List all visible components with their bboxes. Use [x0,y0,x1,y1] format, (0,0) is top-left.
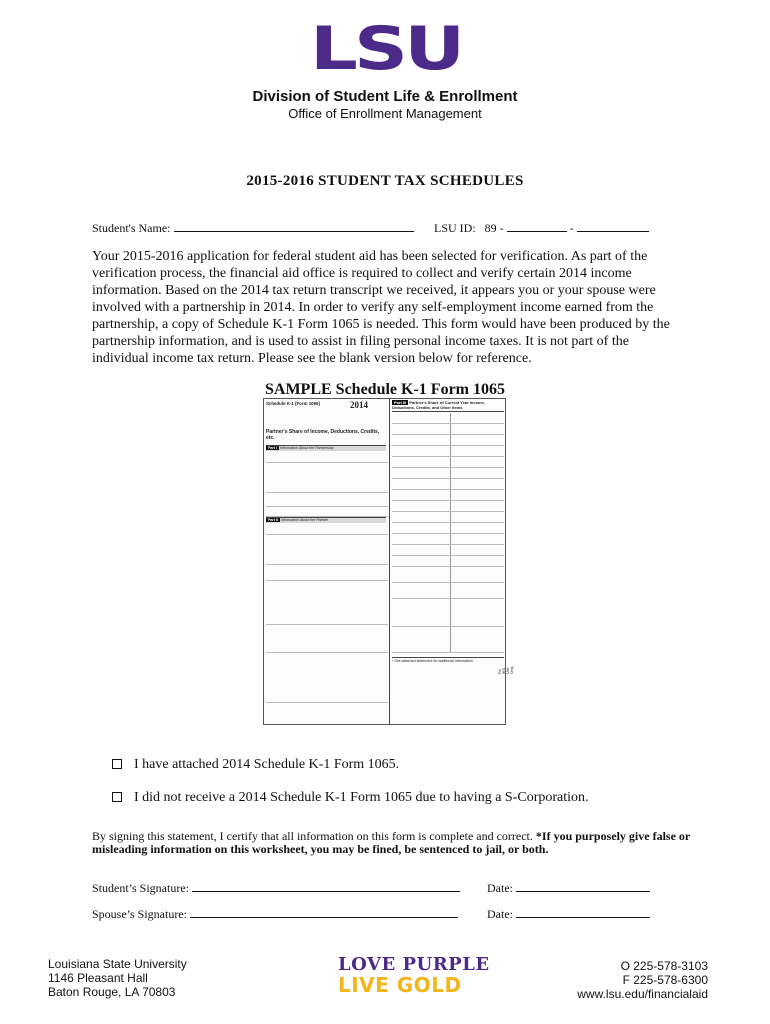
address-line: Louisiana State University [48,957,187,971]
page-title: 2015-2016 STUDENT TAX SCHEDULES [246,173,524,189]
form-row [392,457,504,468]
lsu-logo [310,14,462,84]
intro-paragraph: Your 2015-2016 application for federal student aid has been selected for verification. As part of the verification process, the financial aid office is required to collect and verify certain 2014 income information. Based on the 2014 tax return transcript we received, it appears you or your spouse were involved with a partnership in 2014. In order to verify any self-employment income earned from the partnership, a copy of Schedule K-1 Form 1065 is needed. This form would have been produced by the partnership information, and is used to assist in filing personal income taxes. It is not part of the individual income tax return. Please see the blank version below for reference. [92,249,670,366]
form-head: Schedule K-1 (Form 1065) [266,401,320,406]
footer-contact [577,959,708,1001]
form-row [392,523,504,534]
sample-form-image [263,398,514,725]
form-row [266,581,388,625]
student-date-field[interactable] [487,881,650,896]
form-row [392,479,504,490]
student-date-line[interactable] [516,882,650,892]
student-date-label: Date: [487,881,513,895]
form-row [266,653,388,703]
form-share: Partner's Share of Income, Deductions, Credits, etc. [266,429,380,441]
footer-address [48,957,187,999]
form-row [392,413,504,424]
checkbox-not-received-label: I did not receive a 2014 Schedule K-1 Form 1065 due to having a S-Corporation. [134,790,589,805]
student-name-line[interactable] [174,222,414,232]
certification-plain: By signing this statement, I certify that all information on this form is complete and correct. [92,829,536,843]
lsu-id-sep: - [569,221,574,235]
form-row [392,583,504,599]
form-row [266,625,388,653]
division-title: Division of Student Life & Enrollment [252,88,518,105]
address-line: 1146 Pleasant Hall [48,971,148,985]
slogan-top: LOVE PURPLE [338,954,490,975]
office-phone: O 225-578-3103 [620,959,708,973]
certification-warning: *If you purposely give false or misleading information on this worksheet, you may be fined, be sentenced to jail, or both. [92,829,691,856]
checkbox-attached-label: I have attached 2014 Schedule K-1 Form 1065. [134,757,400,772]
checkbox-attached[interactable] [112,757,399,773]
student-signature-label: Student’s Signature: [92,881,189,895]
form-row [266,565,388,581]
form-part1-label: Information About the Partnership [280,446,334,450]
form-year: 2014 [350,400,368,410]
form-row [392,599,504,627]
website-link[interactable]: www.lsu.edu/financialaid [577,987,708,1001]
form-right-column [390,399,514,724]
address-line: Baton Rouge, LA 70803 [48,985,176,999]
form-row [392,424,504,435]
form-row [392,490,504,501]
form-part2-label: Information About the Partner [281,518,329,522]
slogan-bottom: LIVE GOLD [338,973,462,997]
spouse-date-field[interactable] [487,907,650,922]
form-row [392,435,504,446]
form-left-column [264,399,390,724]
lsu-id-line-1[interactable] [507,222,567,232]
form-row [266,535,388,565]
form-row [392,556,504,567]
form-note: * See attached statement for additional information. [392,657,504,663]
student-signature-line[interactable] [192,882,460,892]
slogan-logo [338,955,490,995]
form-row [266,507,388,517]
form-row [392,545,504,556]
lsu-id-field[interactable] [434,221,649,236]
form-side-label: For IRS Use Only [498,666,514,674]
spouse-signature-line[interactable] [190,908,458,918]
student-name-label: Student's Name: [92,221,171,235]
lsu-id-prefix: 89 - [484,221,504,235]
certification-statement [92,830,692,856]
lsu-id-label: LSU ID: [434,221,476,235]
form-row [392,468,504,479]
form-part2-bar [266,517,386,523]
spouse-signature-label: Spouse’s Signature: [92,907,187,921]
lsu-id-line-2[interactable] [577,222,649,232]
form-row [266,703,388,721]
form-row [266,463,388,493]
form-row [266,525,388,535]
form-part3-label: Partner's Share of Current Year Income, Deductions, Credits, and Other Items [392,400,485,410]
form-part1-bar [266,445,386,451]
student-name-field[interactable] [92,221,414,236]
spouse-signature-field[interactable] [92,907,458,922]
form-part1: Part I [268,446,277,450]
fax-number: F 225-578-6300 [622,973,708,987]
form-row [392,567,504,583]
form-row [392,512,504,523]
form-row [266,493,388,507]
form-row [392,627,504,653]
checkbox-not-received[interactable] [112,790,589,806]
form-row [392,534,504,545]
form-row [266,453,388,463]
form-row [392,446,504,457]
student-signature-field[interactable] [92,881,460,896]
form-part2: Part II [268,518,278,522]
lsu-logo-text: LSU [310,14,462,84]
office-subtitle: Office of Enrollment Management [288,106,482,121]
form-row [392,501,504,512]
spouse-date-label: Date: [487,907,513,921]
checkbox-not-received-box[interactable] [112,792,122,802]
spouse-date-line[interactable] [516,908,650,918]
checkbox-attached-box[interactable] [112,759,122,769]
sample-title: SAMPLE Schedule K-1 Form 1065 [265,381,505,398]
form-part3: Part III [394,400,407,405]
form-part3-head [392,400,504,412]
